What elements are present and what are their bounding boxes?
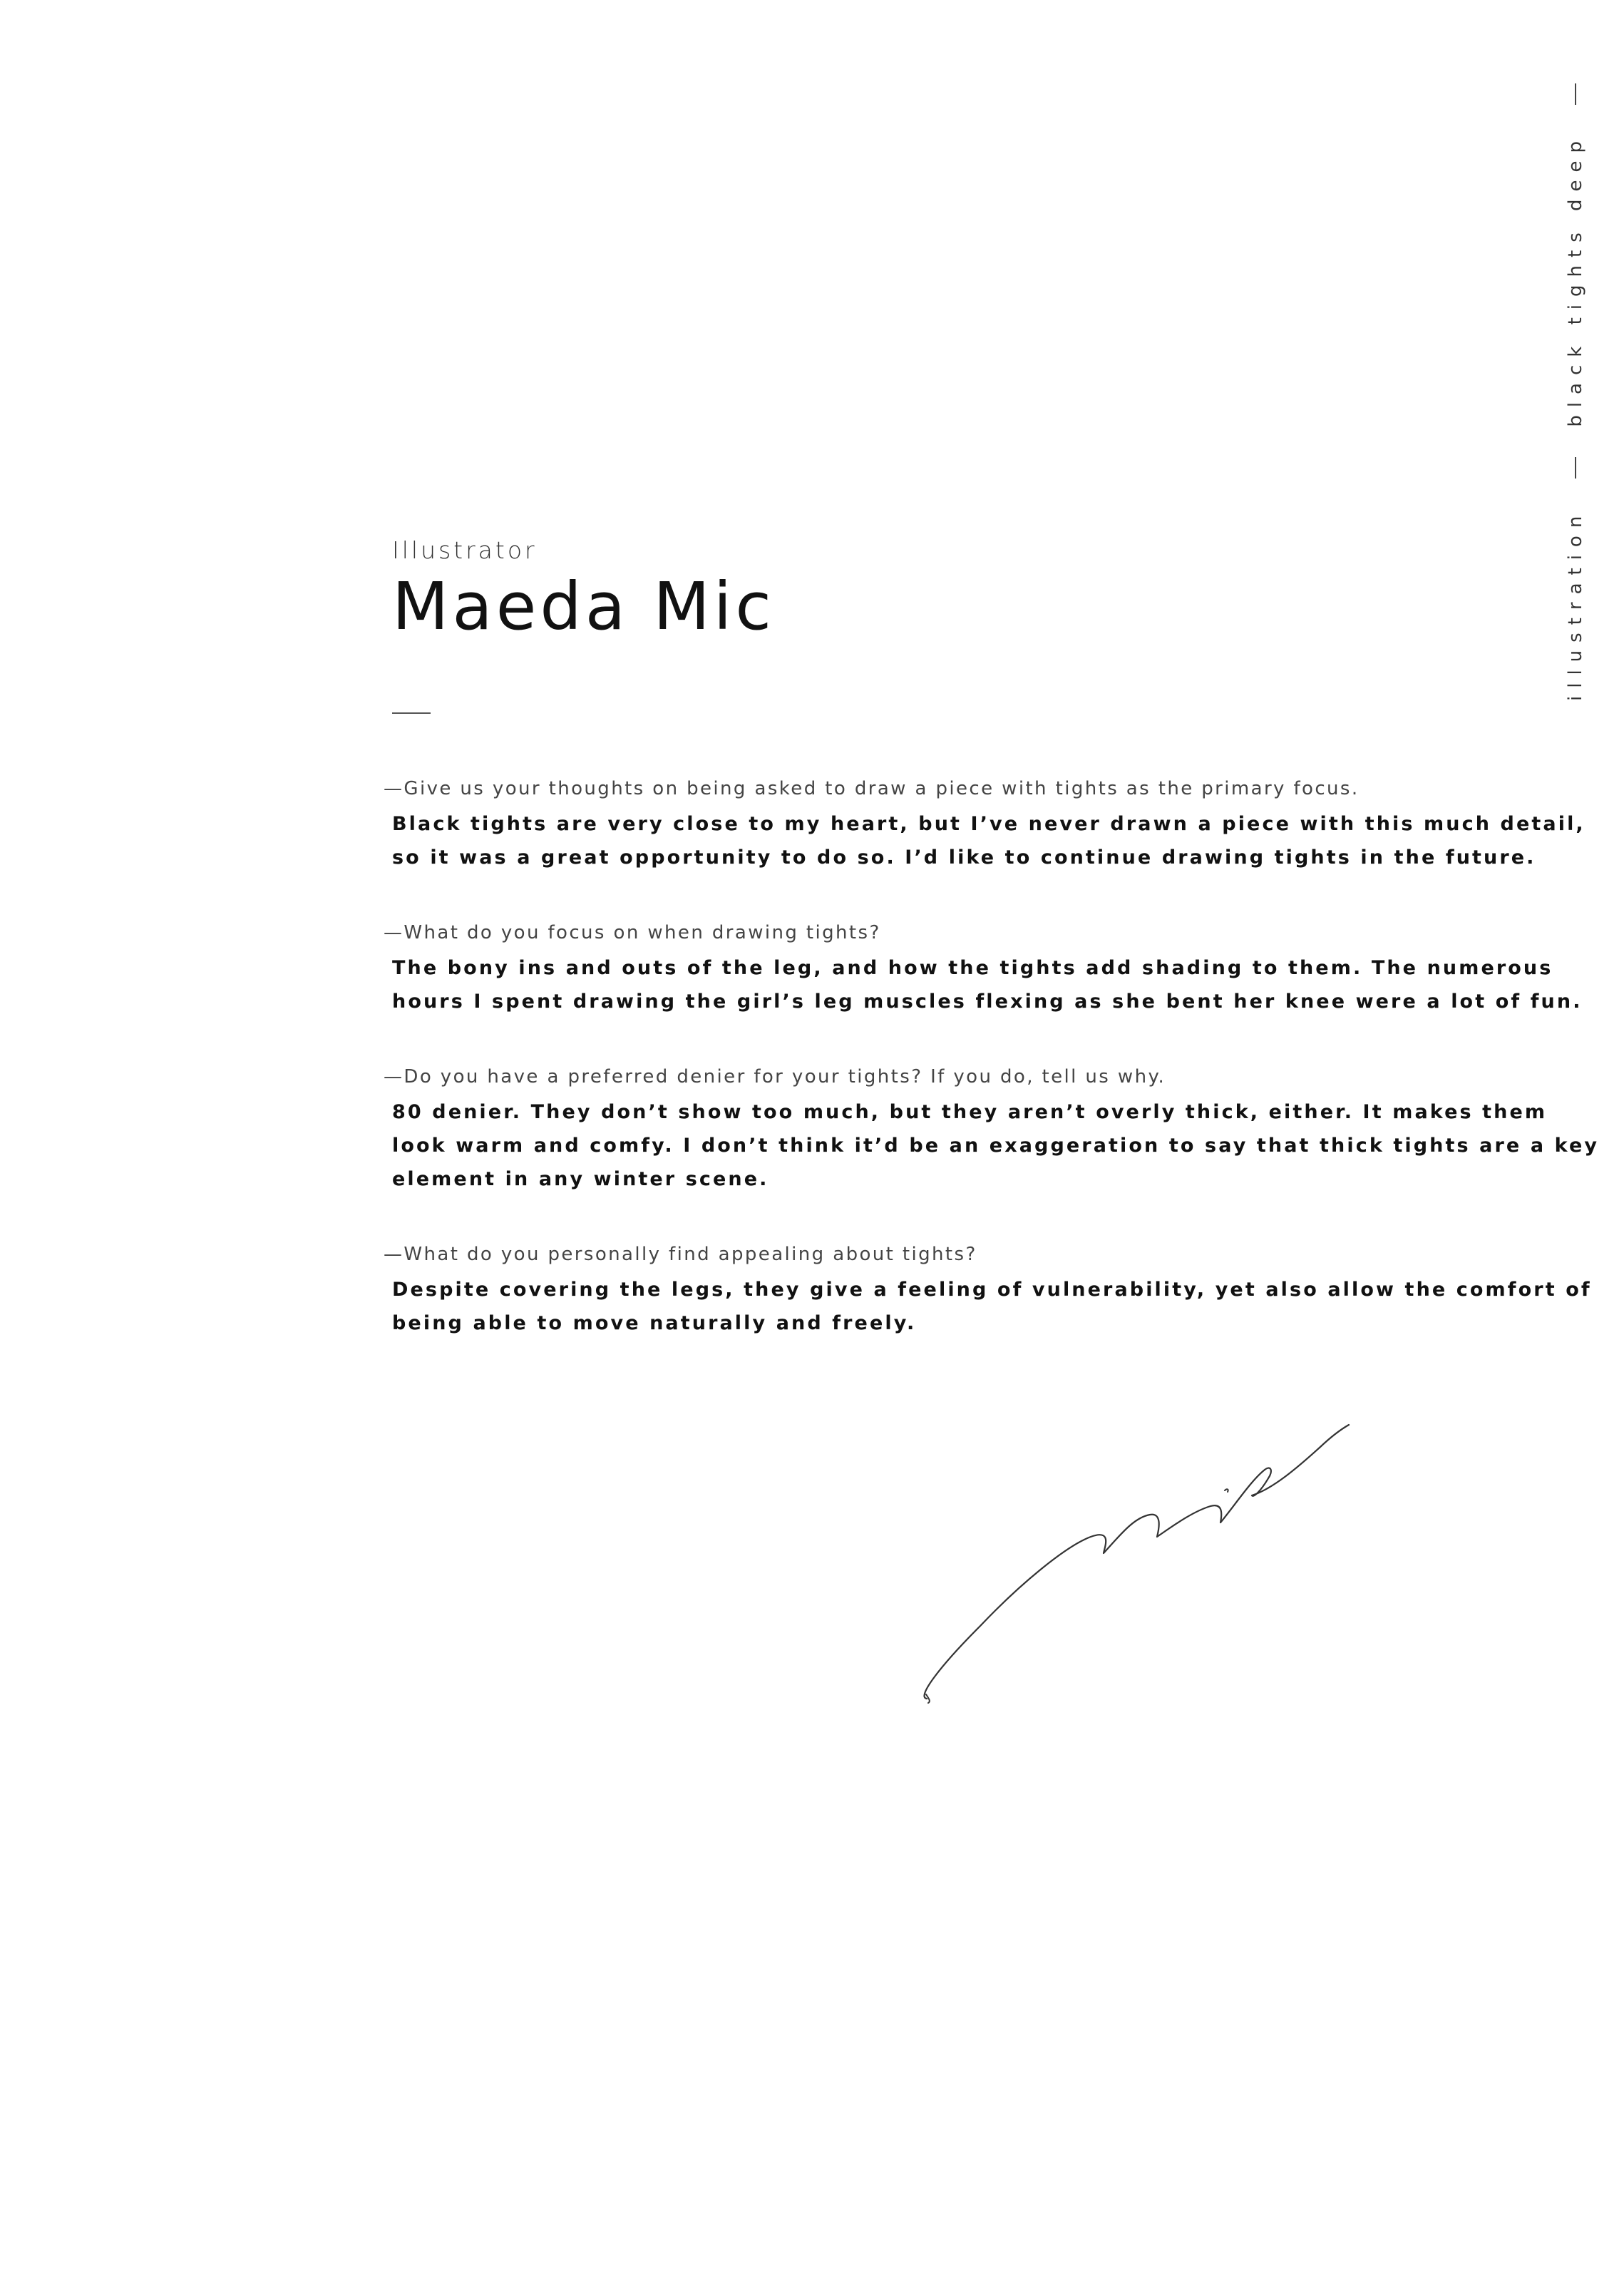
tag-category: illustration <box>1565 508 1586 702</box>
answer-line: Despite covering the legs, they give a feeling of vulnerability, yet also allow the comfort of <box>392 1279 1592 1301</box>
profile-header <box>392 536 775 645</box>
answer-line: 80 denier. They don’t show too much, but they aren’t overly thick, either. It makes them <box>392 1101 1548 1123</box>
answer-line: being able to move naturally and freely. <box>392 1312 917 1334</box>
question: —What do you personally find appealing about tights? <box>384 1244 977 1265</box>
qa-item <box>384 914 1583 1018</box>
question: —What do you focus on when drawing tights? <box>384 922 881 943</box>
tag-end-rule <box>1575 83 1576 105</box>
vertical-section-tag <box>1561 121 1590 702</box>
vertical-tag-text <box>1565 83 1586 701</box>
question: —Do you have a preferred denier for your tights? If you do, tell us why. <box>384 1066 1166 1088</box>
answer <box>392 1095 1600 1196</box>
tag-title: black tights deep <box>1565 133 1586 427</box>
tag-separator <box>1575 457 1576 479</box>
profile-name: Maeda Mic <box>392 568 775 645</box>
qa-item <box>384 770 1586 874</box>
answer-line: Black tights are very close to my heart, but I’ve never drawn a piece with this much detail, <box>392 813 1586 835</box>
interview-section <box>384 770 1600 1380</box>
answer <box>392 951 1583 1018</box>
profile-role: Illustrator <box>392 536 538 564</box>
question: —Give us your thoughts on being asked to draw a piece with tights as the primary focus. <box>384 778 1360 799</box>
answer <box>392 807 1586 874</box>
qa-item <box>384 1236 1592 1340</box>
answer <box>392 1273 1592 1340</box>
qa-item <box>384 1058 1600 1196</box>
answer-line: The bony ins and outs of the leg, and how the tights add shading to them. The numerous <box>392 957 1553 979</box>
answer-line: element in any winter scene. <box>392 1168 769 1190</box>
answer-line: hours I spent drawing the girl’s leg muscles flexing as she bent her knee were a lot of fun. <box>392 991 1583 1013</box>
handwritten-signature <box>913 1376 1355 1719</box>
answer-line: look warm and comfy. I don’t think it’d be an exaggeration to say that thick tights are a key <box>392 1135 1600 1157</box>
header-divider <box>392 712 431 714</box>
answer-line: so it was a great opportunity to do so. I’d like to continue drawing tights in the future. <box>392 846 1536 869</box>
